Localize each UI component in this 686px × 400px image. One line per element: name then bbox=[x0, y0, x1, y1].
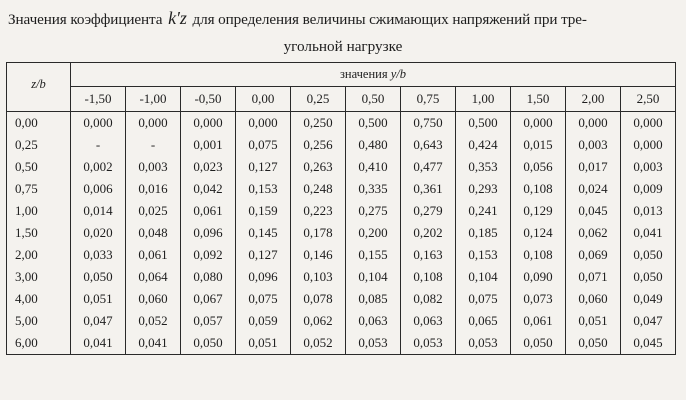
table-cell: 0,096 bbox=[236, 266, 291, 288]
table-cell: 0,050 bbox=[71, 266, 126, 288]
table-cell: 0,178 bbox=[291, 222, 346, 244]
table-cell: 0,050 bbox=[621, 266, 676, 288]
table-cell: 0,014 bbox=[71, 200, 126, 222]
table-cell: 0,071 bbox=[566, 266, 621, 288]
table-caption-line-1 bbox=[8, 8, 680, 30]
table-cell: 0,104 bbox=[346, 266, 401, 288]
table-cell: 0,020 bbox=[71, 222, 126, 244]
table-cell: 0,065 bbox=[456, 310, 511, 332]
group-header-variable: y/b bbox=[390, 67, 407, 81]
table-caption-line-2: угольной нагрузке bbox=[283, 38, 403, 55]
table-cell: 0,293 bbox=[456, 178, 511, 200]
table-cell: 0,480 bbox=[346, 134, 401, 156]
table-cell: 0,061 bbox=[511, 310, 566, 332]
table-cell: 0,015 bbox=[511, 134, 566, 156]
table-row bbox=[7, 112, 676, 135]
column-header: 0,00 bbox=[236, 87, 291, 112]
table-cell: 0,053 bbox=[456, 332, 511, 355]
table-row bbox=[7, 200, 676, 222]
table-cell: 0,051 bbox=[71, 288, 126, 310]
table-cell: 0,096 bbox=[181, 222, 236, 244]
table-cell: 0,051 bbox=[236, 332, 291, 355]
table-cell: 0,067 bbox=[181, 288, 236, 310]
column-header: 0,25 bbox=[291, 87, 346, 112]
table-row bbox=[7, 310, 676, 332]
table-cell: 0,057 bbox=[181, 310, 236, 332]
column-header: -1,50 bbox=[71, 87, 126, 112]
row-label-zb: 1,50 bbox=[7, 222, 71, 244]
table-row bbox=[7, 244, 676, 266]
table-row bbox=[7, 266, 676, 288]
row-header-zb: z/b bbox=[7, 63, 71, 112]
table-cell: 0,060 bbox=[126, 288, 181, 310]
table-cell: 0,000 bbox=[566, 112, 621, 135]
table-cell: 0,048 bbox=[126, 222, 181, 244]
table-cell: 0,223 bbox=[291, 200, 346, 222]
row-label-zb: 0,00 bbox=[7, 112, 71, 135]
table-cell: 0,045 bbox=[566, 200, 621, 222]
table-cell: 0,050 bbox=[621, 244, 676, 266]
table-cell: 0,127 bbox=[236, 244, 291, 266]
table-cell: 0,062 bbox=[566, 222, 621, 244]
table-cell: 0,003 bbox=[621, 156, 676, 178]
table-row bbox=[7, 178, 676, 200]
table-cell: 0,050 bbox=[511, 332, 566, 355]
row-label-zb: 3,00 bbox=[7, 266, 71, 288]
table-cell: 0,424 bbox=[456, 134, 511, 156]
coefficient-table bbox=[6, 62, 676, 355]
row-label-zb: 0,75 bbox=[7, 178, 71, 200]
table-cell: 0,000 bbox=[71, 112, 126, 135]
table-cell: 0,082 bbox=[401, 288, 456, 310]
table-cell: 0,001 bbox=[181, 134, 236, 156]
table-cell: 0,016 bbox=[126, 178, 181, 200]
table-cell: 0,061 bbox=[126, 244, 181, 266]
table-cell: 0,256 bbox=[291, 134, 346, 156]
table-cell: 0,104 bbox=[456, 266, 511, 288]
table-cell: 0,146 bbox=[291, 244, 346, 266]
table-cell: 0,075 bbox=[456, 288, 511, 310]
table-cell: 0,061 bbox=[181, 200, 236, 222]
table-row bbox=[7, 288, 676, 310]
table-cell: 0,041 bbox=[71, 332, 126, 355]
row-label-zb: 0,25 bbox=[7, 134, 71, 156]
table-cell: - bbox=[126, 134, 181, 156]
table-cell: 0,025 bbox=[126, 200, 181, 222]
table-cell: 0,052 bbox=[126, 310, 181, 332]
table-cell: 0,275 bbox=[346, 200, 401, 222]
table-row bbox=[7, 134, 676, 156]
row-label-zb: 0,50 bbox=[7, 156, 71, 178]
table-cell: 0,003 bbox=[566, 134, 621, 156]
table-cell: 0,127 bbox=[236, 156, 291, 178]
table-cell: 0,045 bbox=[621, 332, 676, 355]
table-cell: 0,013 bbox=[621, 200, 676, 222]
table-cell: 0,279 bbox=[401, 200, 456, 222]
table-cell: 0,075 bbox=[236, 288, 291, 310]
group-header-row bbox=[7, 63, 676, 87]
table-cell: 0,003 bbox=[126, 156, 181, 178]
table-cell: 0,263 bbox=[291, 156, 346, 178]
table-cell: 0,002 bbox=[71, 156, 126, 178]
table-cell: 0,108 bbox=[511, 244, 566, 266]
table-cell: 0,041 bbox=[621, 222, 676, 244]
table-cell: 0,000 bbox=[511, 112, 566, 135]
column-header-row bbox=[7, 87, 676, 112]
group-header-yb bbox=[71, 63, 676, 87]
group-header-prefix: значения bbox=[339, 67, 388, 81]
table-cell: 0,750 bbox=[401, 112, 456, 135]
column-header: -0,50 bbox=[181, 87, 236, 112]
table-cell: 0,159 bbox=[236, 200, 291, 222]
table-cell: 0,051 bbox=[566, 310, 621, 332]
table-cell: 0,000 bbox=[181, 112, 236, 135]
table-cell: 0,000 bbox=[126, 112, 181, 135]
table-cell: 0,063 bbox=[401, 310, 456, 332]
table-cell: 0,103 bbox=[291, 266, 346, 288]
table-cell: 0,241 bbox=[456, 200, 511, 222]
table-cell: 0,047 bbox=[71, 310, 126, 332]
table-cell: 0,064 bbox=[126, 266, 181, 288]
caption-text-after: для определения величины сжимающих напряжений при тре- bbox=[192, 11, 587, 28]
column-header: 0,50 bbox=[346, 87, 401, 112]
row-label-zb: 2,00 bbox=[7, 244, 71, 266]
table-cell: 0,078 bbox=[291, 288, 346, 310]
table-cell: 0,080 bbox=[181, 266, 236, 288]
table-cell: 0,050 bbox=[566, 332, 621, 355]
table-cell: 0,047 bbox=[621, 310, 676, 332]
table-cell: 0,042 bbox=[181, 178, 236, 200]
table-cell: 0,153 bbox=[236, 178, 291, 200]
row-label-zb: 5,00 bbox=[7, 310, 71, 332]
table-cell: 0,053 bbox=[401, 332, 456, 355]
table-cell: 0,062 bbox=[291, 310, 346, 332]
row-label-zb: 6,00 bbox=[7, 332, 71, 355]
table-cell: 0,129 bbox=[511, 200, 566, 222]
table-cell: 0,041 bbox=[126, 332, 181, 355]
table-cell: 0,085 bbox=[346, 288, 401, 310]
table-cell: 0,075 bbox=[236, 134, 291, 156]
table-cell: 0,108 bbox=[511, 178, 566, 200]
table-cell: 0,155 bbox=[346, 244, 401, 266]
table-cell: 0,477 bbox=[401, 156, 456, 178]
table-cell: 0,643 bbox=[401, 134, 456, 156]
table-cell: 0,069 bbox=[566, 244, 621, 266]
table-cell: 0,092 bbox=[181, 244, 236, 266]
table-row bbox=[7, 156, 676, 178]
table-cell: 0,500 bbox=[456, 112, 511, 135]
table-cell: 0,124 bbox=[511, 222, 566, 244]
table-cell: - bbox=[71, 134, 126, 156]
table-cell: 0,052 bbox=[291, 332, 346, 355]
caption-text-before: Значения коэффициента bbox=[8, 11, 163, 28]
table-cell: 0,185 bbox=[456, 222, 511, 244]
table-cell: 0,060 bbox=[566, 288, 621, 310]
table-cell: 0,049 bbox=[621, 288, 676, 310]
table-cell: 0,335 bbox=[346, 178, 401, 200]
table-cell: 0,073 bbox=[511, 288, 566, 310]
table-cell: 0,053 bbox=[346, 332, 401, 355]
column-header: 1,50 bbox=[511, 87, 566, 112]
table-row bbox=[7, 222, 676, 244]
table-cell: 0,063 bbox=[346, 310, 401, 332]
row-label-zb: 1,00 bbox=[7, 200, 71, 222]
table-cell: 0,410 bbox=[346, 156, 401, 178]
table-row bbox=[7, 332, 676, 355]
table-cell: 0,145 bbox=[236, 222, 291, 244]
table-cell: 0,200 bbox=[346, 222, 401, 244]
table-cell: 0,006 bbox=[71, 178, 126, 200]
table-cell: 0,108 bbox=[401, 266, 456, 288]
row-label-zb: 4,00 bbox=[7, 288, 71, 310]
table-cell: 0,024 bbox=[566, 178, 621, 200]
column-header: 2,00 bbox=[566, 87, 621, 112]
table-cell: 0,250 bbox=[291, 112, 346, 135]
column-header: 1,00 bbox=[456, 87, 511, 112]
column-header: 0,75 bbox=[401, 87, 456, 112]
table-cell: 0,017 bbox=[566, 156, 621, 178]
column-header: -1,00 bbox=[126, 87, 181, 112]
table-cell: 0,000 bbox=[621, 134, 676, 156]
table-body bbox=[7, 112, 676, 355]
column-header: 2,50 bbox=[621, 87, 676, 112]
table-cell: 0,033 bbox=[71, 244, 126, 266]
table-cell: 0,000 bbox=[236, 112, 291, 135]
table-cell: 0,009 bbox=[621, 178, 676, 200]
table-cell: 0,202 bbox=[401, 222, 456, 244]
table-cell: 0,500 bbox=[346, 112, 401, 135]
table-cell: 0,059 bbox=[236, 310, 291, 332]
table-cell: 0,163 bbox=[401, 244, 456, 266]
table-cell: 0,248 bbox=[291, 178, 346, 200]
table-cell: 0,090 bbox=[511, 266, 566, 288]
table-cell: 0,000 bbox=[621, 112, 676, 135]
coefficient-symbol: k′z bbox=[168, 8, 187, 28]
table-cell: 0,353 bbox=[456, 156, 511, 178]
table-cell: 0,023 bbox=[181, 156, 236, 178]
table-cell: 0,050 bbox=[181, 332, 236, 355]
table-cell: 0,361 bbox=[401, 178, 456, 200]
table-cell: 0,153 bbox=[456, 244, 511, 266]
table-cell: 0,056 bbox=[511, 156, 566, 178]
